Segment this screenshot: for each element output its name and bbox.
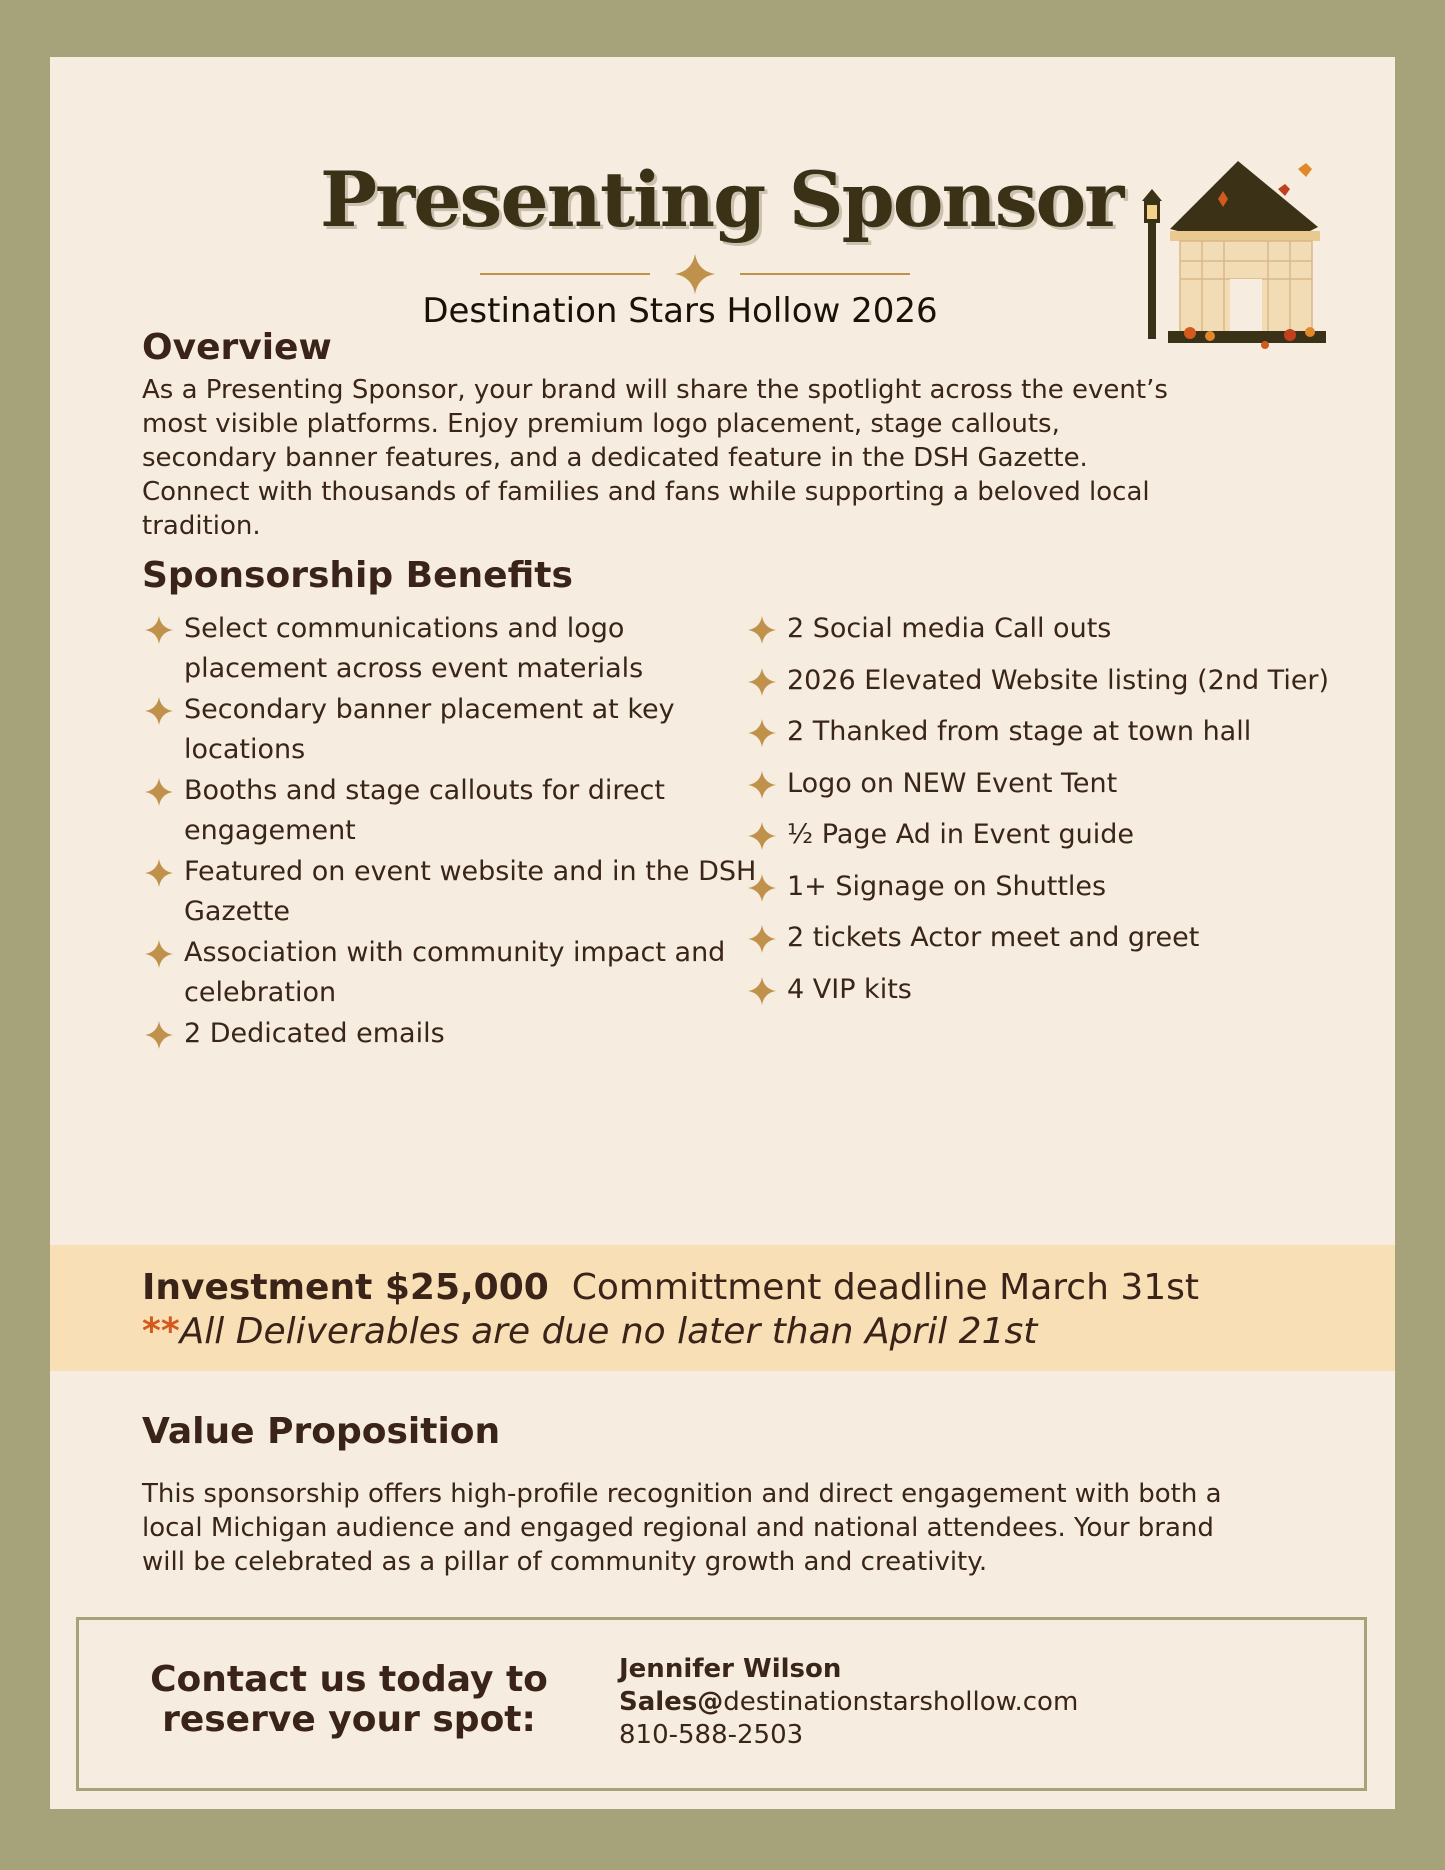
sparkle-icon — [747, 873, 777, 903]
email-prefix: Sales@ — [619, 1687, 724, 1717]
list-item: 2 tickets Actor meet and greet — [745, 918, 1385, 958]
list-item: ½ Page Ad in Event guide — [745, 815, 1385, 855]
list-item: Featured on event website and in the DSH Gazette — [142, 852, 762, 932]
sparkle-icon — [144, 939, 174, 969]
list-item: 4 VIP kits — [745, 970, 1385, 1010]
benefits-list-left — [142, 609, 762, 1055]
sparkle-icon — [747, 718, 777, 748]
list-item: Association with community impact and celebration — [142, 933, 762, 1013]
page-subtitle: Destination Stars Hollow 2026 — [422, 291, 938, 331]
contact-email[interactable] — [619, 1686, 1078, 1719]
sparkle-icon — [144, 858, 174, 888]
sparkle-icon — [747, 770, 777, 800]
sparkle-icon — [144, 615, 174, 645]
contact-cta: Contact us today to reserve your spot: — [150, 1659, 548, 1740]
contact-info — [619, 1653, 1078, 1752]
list-item: Logo on NEW Event Tent — [745, 764, 1385, 804]
sparkle-icon — [747, 821, 777, 851]
list-item: 1+ Signage on Shuttles — [745, 867, 1385, 907]
sparkle-icon — [747, 667, 777, 697]
deliverables-text: All Deliverables are due no later than April 21st — [179, 1311, 1038, 1352]
value-heading: Value Proposition — [142, 1411, 501, 1452]
sparkle-icon — [144, 696, 174, 726]
sparkle-icon — [144, 1020, 174, 1050]
contact-name: Jennifer Wilson — [619, 1654, 842, 1684]
list-item: 2 Dedicated emails — [142, 1014, 762, 1054]
investment-amount: Investment $25,000 — [142, 1267, 549, 1308]
investment-band — [50, 1245, 1395, 1371]
investment-line — [142, 1267, 1199, 1308]
sparkle-icon — [747, 924, 777, 954]
gazebo-illustration — [1140, 149, 1330, 349]
list-item: Select communications and logo placement across event materials — [142, 609, 762, 689]
commitment-deadline: Committment deadline March 31st — [571, 1267, 1200, 1308]
overview-heading: Overview — [142, 327, 332, 368]
benefits-heading: Sponsorship Benefits — [142, 555, 573, 596]
benefits-list-right — [745, 609, 1385, 1021]
list-item: 2 Social media Call outs — [745, 609, 1385, 649]
contact-phone[interactable]: 810-588-2503 — [619, 1720, 804, 1750]
sparkle-icon — [144, 777, 174, 807]
asterisks: ** — [142, 1311, 180, 1352]
overview-text: As a Presenting Sponsor, your brand will share the spotlight across the event’s most visible platforms. Enjoy premium logo placement, stage callouts, secondary banner features, and a dedicated feature in the DSH Gazette. Connect with thousands of families and fans while supporting a beloved local tradition. — [142, 375, 1168, 541]
contact-box — [76, 1617, 1367, 1791]
email-domain: destinationstarshollow.com — [723, 1687, 1079, 1717]
list-item: 2026 Elevated Website listing (2nd Tier) — [745, 661, 1385, 701]
list-item: Booths and stage callouts for direct engagement — [142, 771, 762, 851]
sparkle-icon — [747, 976, 777, 1006]
list-item: Secondary banner placement at key locations — [142, 690, 762, 770]
value-text: This sponsorship offers high-profile recognition and direct engagement with both a local Michigan audience and engaged regional and national attendees. Your brand will be celebrated as a pillar of community growth and creativity. — [142, 1479, 1222, 1577]
list-item: 2 Thanked from stage at town hall — [745, 712, 1385, 752]
deliverables-note — [142, 1311, 1037, 1352]
sparkle-icon — [747, 615, 777, 645]
sparkle-icon — [675, 254, 715, 294]
page-title: Presenting Sponsor — [320, 155, 1123, 244]
flyer-page — [50, 57, 1395, 1809]
